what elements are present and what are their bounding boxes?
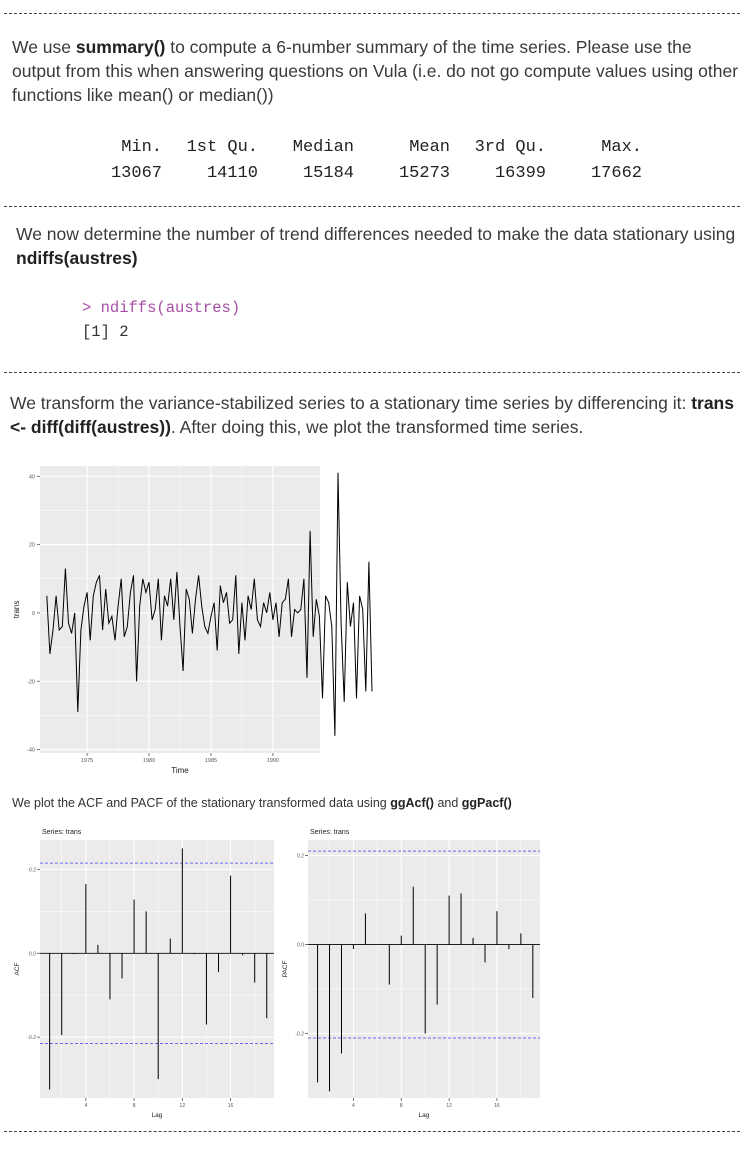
summary-value: 15184 <box>302 163 354 183</box>
summary-value: 13067 <box>110 163 162 183</box>
time-series-chart <box>10 462 324 778</box>
transform-text-b: . After doing this, we plot the transformed time series. <box>170 417 584 437</box>
y-tick-label: 40 <box>28 474 35 481</box>
x-tick-label: 12 <box>446 1103 452 1109</box>
x-tick-label: 4 <box>84 1103 88 1109</box>
transform-text-a: We transform the variance-stabilized series to a stationary time series by differencing it: <box>10 393 692 413</box>
y-axis-label: trans <box>12 600 21 619</box>
summary-text-a: We use <box>12 37 76 57</box>
acf-chart <box>12 826 282 1119</box>
y-axis-label: PACF <box>282 960 289 978</box>
ndiffs-code: ndiffs(austres) <box>16 248 138 268</box>
chart-title: Series: trans <box>42 829 82 836</box>
ndiffs-console <box>82 296 240 344</box>
ndiffs-paragraph <box>16 222 744 270</box>
x-axis-label: Time <box>171 766 189 775</box>
console-output: [1] 2 <box>82 323 129 341</box>
x-axis-label: Lag <box>151 1112 163 1119</box>
x-tick-label: 16 <box>494 1103 500 1109</box>
divider-bottom <box>4 1131 740 1132</box>
summary-table <box>100 134 642 186</box>
summary-text-b: to compute a 6-number summary of the time series. Please use the output from this when answering questions on Vula (i.e. do not go compute values using other functions like mean() or median()) <box>12 37 739 105</box>
y-tick-label: 0.2 <box>297 853 304 860</box>
summary-value-row <box>100 160 642 186</box>
y-tick-label: 0.2 <box>29 867 36 874</box>
plot-panel <box>308 840 540 1098</box>
chart-title: Series: trans <box>310 829 350 836</box>
console-command: > ndiffs(austres) <box>82 299 241 317</box>
acf-code: ggAcf() <box>390 796 434 810</box>
summary-paragraph <box>12 35 742 107</box>
divider-2 <box>4 206 740 207</box>
acf-text-b: and <box>433 796 462 810</box>
y-axis-label: ACF <box>14 962 21 976</box>
y-tick-label: -0.2 <box>27 1035 36 1042</box>
summary-header: 3rd Qu. <box>474 137 546 157</box>
x-tick-label: 8 <box>399 1103 403 1109</box>
pacf-chart <box>280 826 550 1119</box>
y-tick-label: -40 <box>27 747 35 754</box>
x-tick-label: 8 <box>132 1103 136 1109</box>
x-tick-label: 1980 <box>142 758 156 764</box>
summary-header: 1st Qu. <box>186 137 258 157</box>
plot-panel <box>40 840 274 1098</box>
acf-text-a: We plot the ACF and PACF of the stationary transformed data using <box>12 796 391 810</box>
x-tick-label: 12 <box>179 1103 186 1109</box>
y-tick-label: 0.0 <box>29 951 36 958</box>
summary-value: 17662 <box>590 163 642 183</box>
ndiffs-text-a: We now determine the number of trend differences needed to make the data stationary using <box>16 224 736 244</box>
transform-paragraph <box>10 391 745 439</box>
y-tick-label: -0.2 <box>295 1031 304 1038</box>
acf-paragraph <box>12 796 742 810</box>
y-tick-label: 20 <box>28 542 35 549</box>
x-tick-label: 4 <box>352 1103 355 1109</box>
divider-top <box>4 13 740 14</box>
summary-code: summary() <box>75 37 166 57</box>
x-tick-label: 1990 <box>266 758 280 764</box>
summary-header: Max. <box>601 137 642 157</box>
summary-header-row <box>100 134 642 160</box>
summary-header: Median <box>292 137 354 157</box>
summary-value: 15273 <box>398 163 450 183</box>
summary-value: 14110 <box>206 163 258 183</box>
y-tick-label: 0 <box>31 610 35 617</box>
summary-header: Mean <box>409 137 450 157</box>
x-tick-label: 1975 <box>80 758 94 764</box>
y-tick-label: 0.0 <box>297 942 304 949</box>
x-tick-label: 16 <box>227 1103 234 1109</box>
summary-header: Min. <box>121 137 162 157</box>
transform-code: trans <- diff(diff(austres)) <box>10 393 734 437</box>
x-axis-label: Lag <box>418 1112 430 1119</box>
divider-3 <box>4 372 740 373</box>
pacf-code: ggPacf() <box>461 796 512 810</box>
x-tick-label: 1985 <box>204 758 218 764</box>
y-tick-label: -20 <box>27 679 35 686</box>
summary-value: 16399 <box>494 163 546 183</box>
